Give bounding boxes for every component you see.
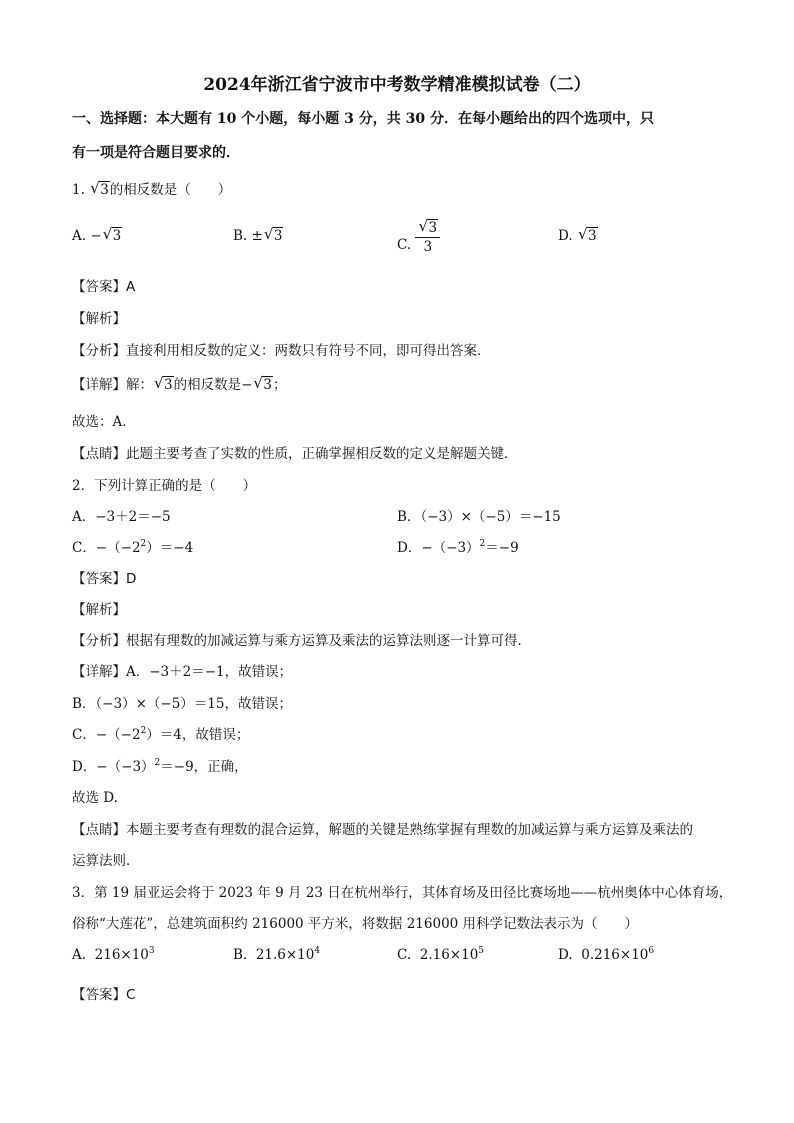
q3-answer: 【答案】C <box>72 987 136 1003</box>
fraction: √ 3 3 <box>415 220 440 255</box>
q1-option-a: A. − √ 3 <box>72 225 122 244</box>
q1-analysis-tag: 【解析】 <box>72 311 126 327</box>
q1-option-b: B. ± √ 3 <box>233 225 283 244</box>
q2-stem: 2．下列计算正确的是（ ） <box>72 478 257 494</box>
q1-dianjing: 【点睛】此题主要考查了实数的性质，正确掌握相反数的定义是解题关键． <box>72 446 518 462</box>
sqrt-symbol: √ 3 <box>102 225 122 244</box>
sqrt-symbol: √ 3 <box>154 374 173 393</box>
q1-stem-text: 的相反数是（ ） <box>109 182 232 198</box>
q2-detail-c: C．$-(-2^2)=4$，故错误； <box>72 726 250 743</box>
q3-option-c: C. $2.16\times 10^5$ <box>397 946 485 963</box>
q2-choose: 故选 D. <box>72 790 118 806</box>
q2-detail-d: D．$-(-3)^2=-9$，正确， <box>72 758 248 775</box>
q2-dianjing-line1: 【点睛】本题主要考查有理数的混合运算，解题的关键是熟练掌握有理数的加减运算与乘方运算及乘法的 <box>72 822 693 838</box>
q3-stem-line1: 3．第 19 届亚运会将于 2023 年 9 月 23 日在杭州举行，其体育场及田径比赛场地——杭州奥体中心体育场， <box>72 885 733 901</box>
section-heading-line1: 一、选择题：本大题有 10 个小题，每小题 3 分，共 30 分．在每小题给出的四个选项中，只 <box>72 111 654 127</box>
page-title: 2024年浙江省宁波市中考数学精准模拟试卷（二） <box>203 75 591 95</box>
q2-option-c: C．$-(-2^2)=-4$ <box>72 539 194 556</box>
sqrt-symbol: √ 3 <box>418 217 438 236</box>
sqrt-symbol: √ 3 <box>90 179 109 198</box>
q2-option-d: D．$-(-3)^2=-9$ <box>397 539 519 556</box>
q2-detail-b: B．（−3）×（−5）＝15，故错误； <box>72 696 292 712</box>
q1-detail: 【详解】解： √ 3的相反数是− √ 3； <box>72 374 287 393</box>
q2-option-a: A．−3＋2＝−5 <box>72 509 171 525</box>
section-heading-line2: 有一项是符合题目要求的． <box>72 145 240 161</box>
q3-stem-line2: 俗称“大莲花”，总建筑面积约 216000 平方米，将数据 216000 用科学记数法表示为（ ） <box>72 916 639 932</box>
q2-fenxi: 【分析】根据有理数的加减运算与乘方运算及乘法的运算法则逐一计算可得． <box>72 633 531 649</box>
q3-option-a: A. $216\times 10^3$ <box>72 946 155 963</box>
q3-option-d: D. $0.216\times 10^6$ <box>558 946 655 963</box>
q3-option-b: B. $21.6\times 10^4$ <box>233 946 321 963</box>
q2-answer: 【答案】D <box>72 571 137 587</box>
sqrt-symbol: √ 3 <box>253 374 272 393</box>
q2-analysis-tag: 【解析】 <box>72 602 126 618</box>
sqrt-symbol: √ 3 <box>263 225 283 244</box>
q2-dianjing-line2: 运算法则． <box>72 853 140 869</box>
q1-choose: 故选：A． <box>72 414 136 430</box>
q2-option-b: B．（−3）×（−5）＝−15 <box>397 509 561 525</box>
sqrt-symbol: √ 3 <box>577 225 597 244</box>
q1-option-d: D. √ 3 <box>558 225 597 244</box>
q1-option-c: C. √ 3 3 <box>397 228 440 263</box>
q1-stem <box>72 178 231 198</box>
q1-fenxi: 【分析】直接利用相反数的定义：两数只有符号不同，即可得出答案． <box>72 343 491 359</box>
q1-answer: 【答案】A <box>72 279 136 295</box>
q1-number: 1. <box>72 182 85 198</box>
q2-detail-a: 【详解】A．−3＋2＝−1，故错误； <box>72 664 293 680</box>
